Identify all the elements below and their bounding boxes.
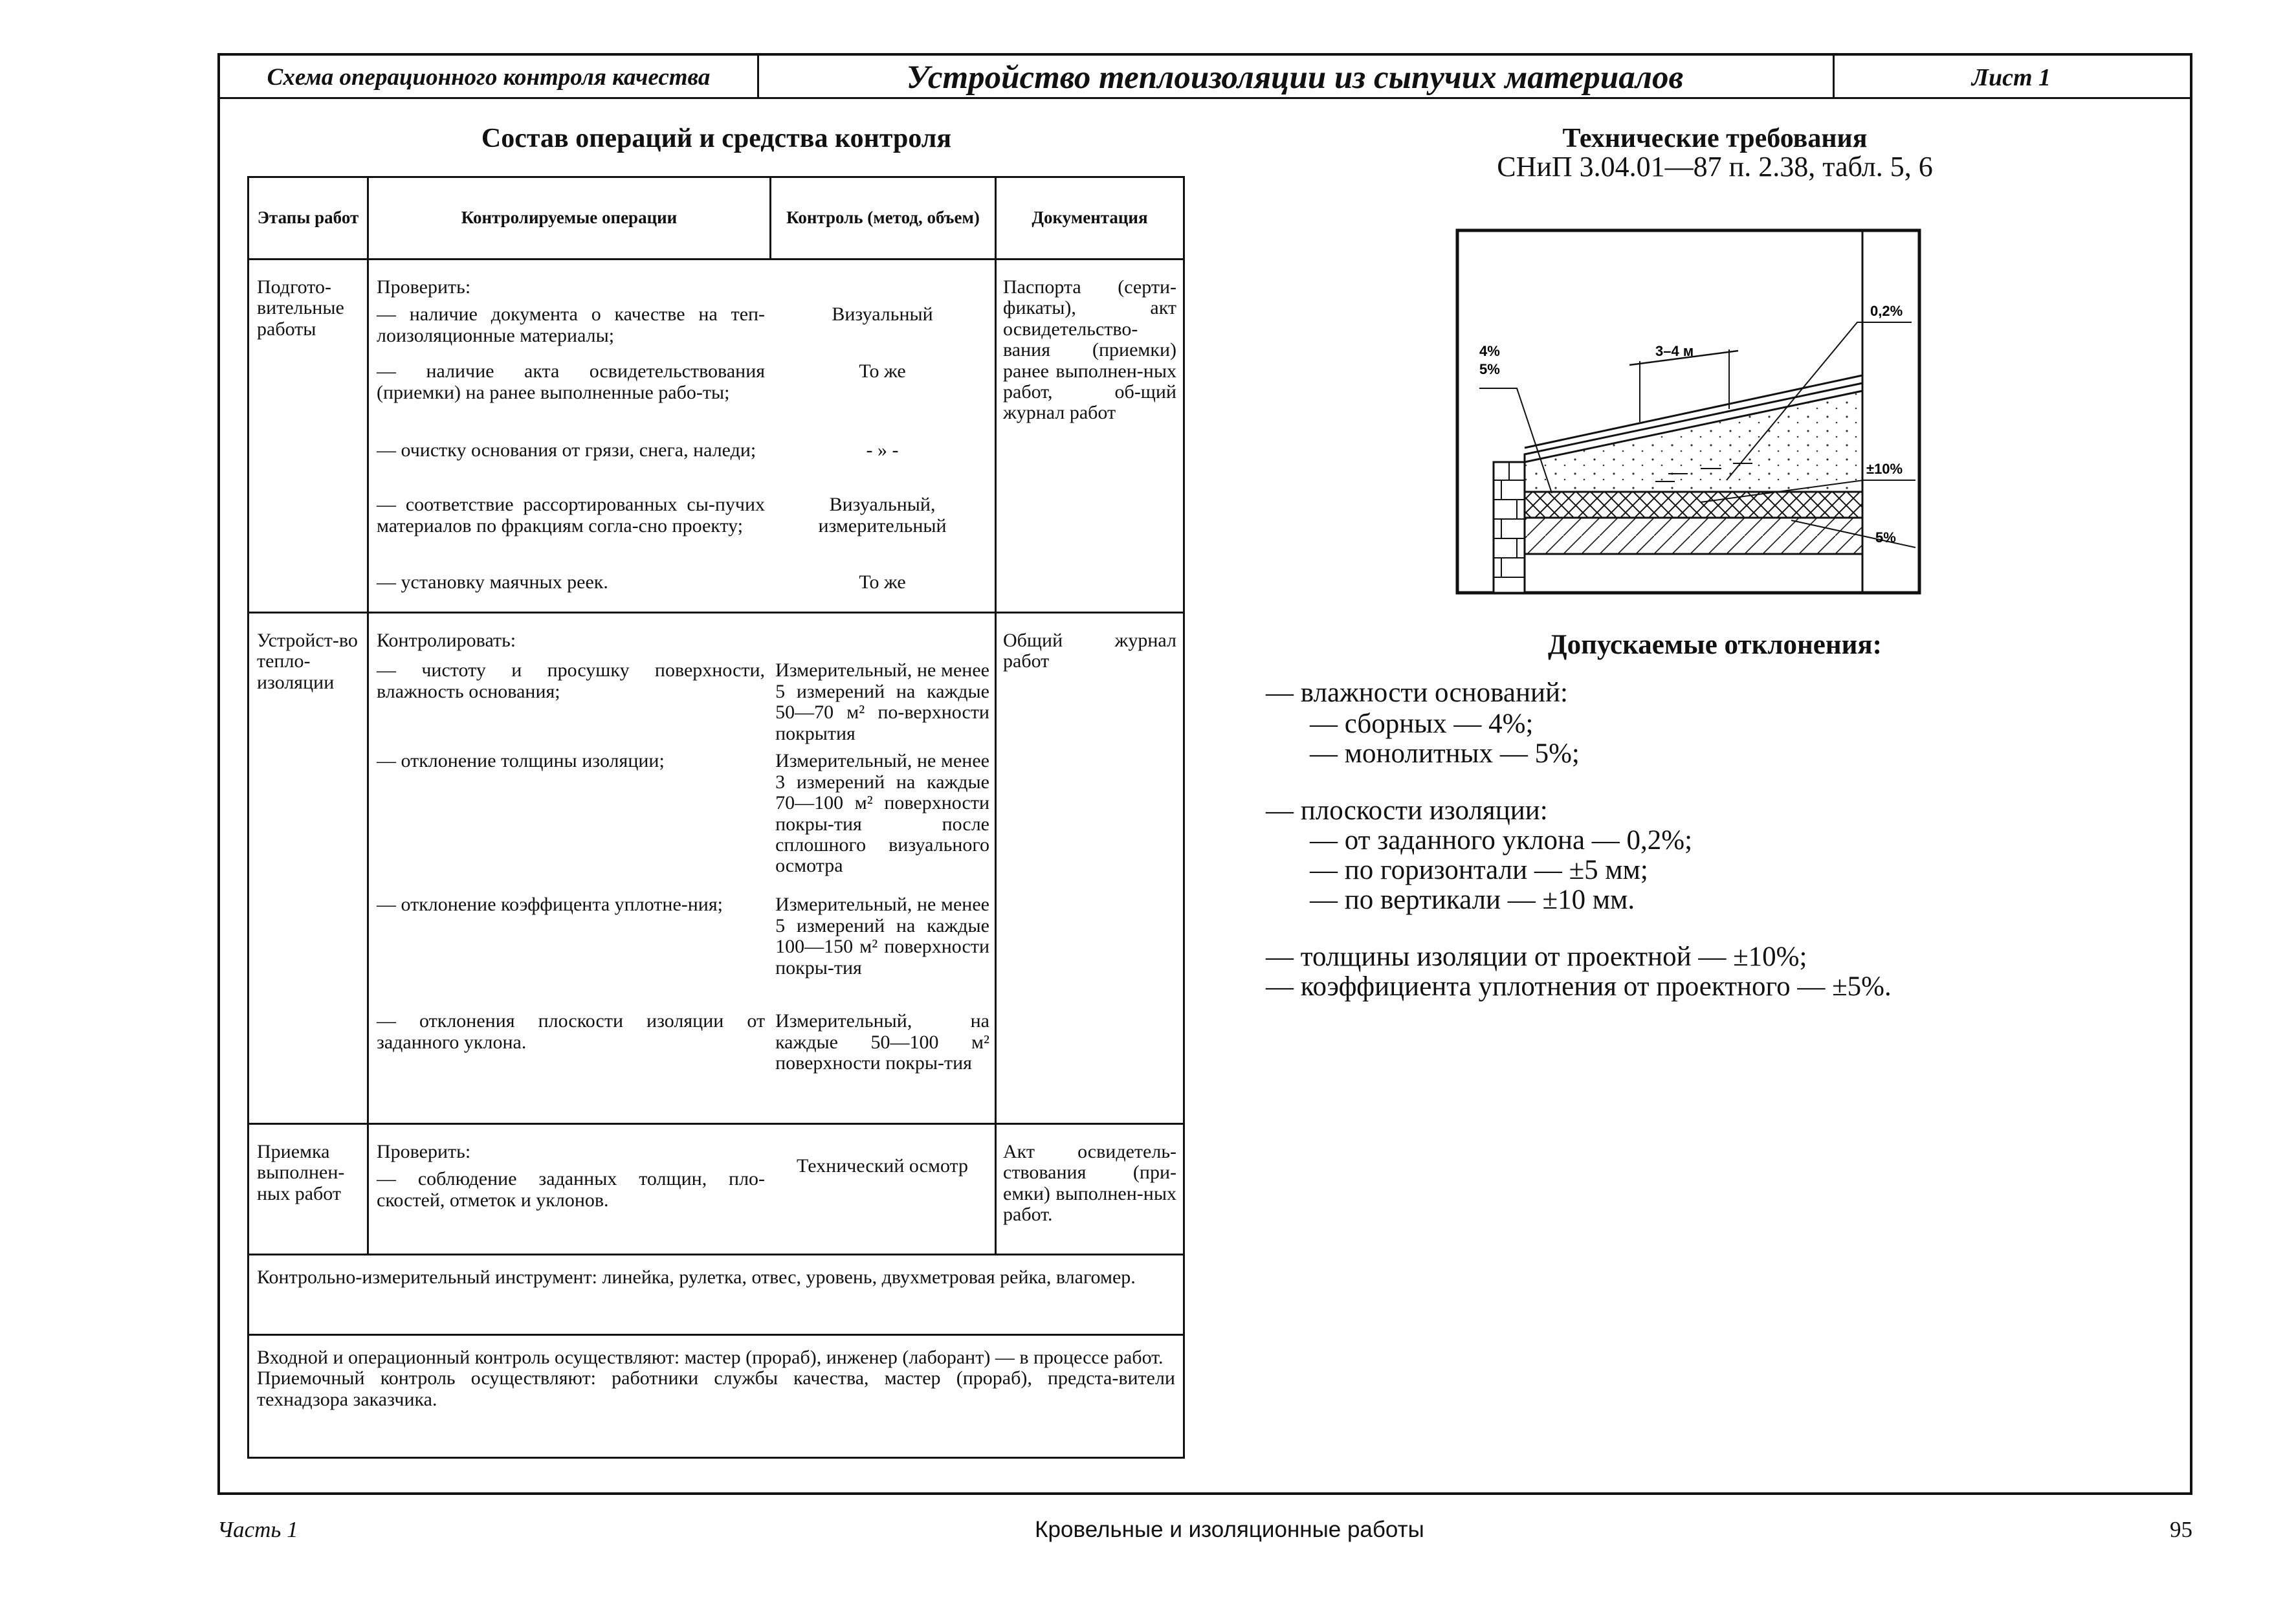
op-pair <box>369 494 995 572</box>
operation-text: — отклонение толщины изоляции; <box>377 750 665 772</box>
label-5-percent-moisture: 5% <box>1479 361 1500 377</box>
operation-text: — наличие акта освидетельствования (приемки) на ранее выполненные рабо-ты; <box>377 360 766 403</box>
deviation-item: — по горизонтали — ±5 мм; <box>1310 855 1648 885</box>
control-note-acceptance: Приемочный контроль осуществляют: работники службы качества, мастер (прораб), предста-вители технадзора заказчика. <box>257 1367 1175 1410</box>
deviation-item: — влажности оснований: <box>1266 678 1568 708</box>
base-slab <box>1525 518 1862 554</box>
operation-text: — отклонение коэффицента уплотне-ния; <box>377 894 723 916</box>
deviations-title: Допускаемые отклонения: <box>1548 630 1882 660</box>
op-pair <box>369 894 995 1011</box>
ops-control-cell <box>368 613 996 1124</box>
deviation-item: — толщины изоляции от проектной — ±10%; <box>1266 942 1807 972</box>
label-thickness: ±10% <box>1866 461 1903 477</box>
op-pair <box>369 361 995 440</box>
insulation-layer <box>1525 492 1862 518</box>
op-pair <box>369 1011 995 1074</box>
header-stages: Этапы работ <box>248 177 368 260</box>
documentation-cell: Акт освидетель-ствования (при-емки) выполнен-ных работ. <box>996 1124 1184 1255</box>
requirements-title: Технические требования <box>1562 124 1868 153</box>
header-sheet-number: Лист 1 <box>1971 63 2051 91</box>
deviation-item: — плоскости изоляции: <box>1266 795 1548 826</box>
label-slope: 0,2% <box>1870 303 1903 319</box>
control-text: То же <box>859 360 906 382</box>
header-scheme-label: Схема операционного контроля качества <box>220 56 759 99</box>
table-row <box>248 1335 1184 1458</box>
header-title: Устройство теплоизоляции из сыпучих материалов <box>757 56 1835 99</box>
deviation-item: — монолитных — 5%; <box>1310 738 1580 769</box>
control-text: - » - <box>866 439 899 461</box>
label-4-percent: 4% <box>1479 343 1500 359</box>
operation-text: — соответствие рассортированных сы-пучих материалов по фракциям согла-сно проекту; <box>377 494 766 536</box>
documentation-cell: Общий журнал работ <box>996 613 1184 1124</box>
stage-intro: Контролировать: <box>377 630 516 651</box>
control-text: Технический осмотр <box>797 1155 969 1177</box>
ops-control-cell <box>368 1124 996 1255</box>
header-documentation: Документация <box>996 177 1184 260</box>
op-pair <box>369 304 995 361</box>
page-number: 95 <box>2170 1517 2192 1542</box>
table-row <box>248 1255 1184 1335</box>
operation-text: — установку маячных реек. <box>377 571 608 593</box>
stage-intro: Проверить: <box>377 1141 471 1162</box>
label-compaction: 5% <box>1875 529 1896 546</box>
control-text: Измерительный, не менее 5 измерений на каждые 50—70 м² по-верхности покрытия <box>775 659 989 744</box>
control-note-input: Входной и операционный контроль осуществляют: мастер (прораб), инженер (лаборант) — в процессе работ. <box>257 1347 1164 1368</box>
operation-text: — отклонения плоскости изоляции от заданного уклона. <box>377 1010 766 1053</box>
op-pair <box>369 440 995 494</box>
loose-fill-layer <box>1525 390 1862 492</box>
stage-intro: Проверить: <box>377 276 471 298</box>
stage-cell: Приемка выполнен-ных работ <box>248 1124 368 1255</box>
instruments-note: Контрольно-измерительный инструмент: линейка, рулетка, отвес, уровень, двухметровая рейка, влагомер. <box>248 1255 1184 1335</box>
stage-cell: Устройст-во тепло-изоляции <box>248 613 368 1124</box>
control-text: Визуальный, измерительный <box>818 494 947 536</box>
control-text: То же <box>859 571 906 593</box>
roof-insulation-diagram <box>1455 228 1922 595</box>
stage-cell: Подгото-вительные работы <box>248 260 368 613</box>
requirements-reference: СНиП 3.04.01—87 п. 2.38, табл. 5, 6 <box>1497 151 1933 182</box>
header-control: Контроль (метод, объем) <box>771 177 996 260</box>
table-row <box>248 613 1184 1124</box>
diagram-svg <box>1455 228 1922 595</box>
control-text: Измерительный, не менее 5 измерений на каждые 100—150 м² поверхности покры-тия <box>775 894 989 978</box>
ops-control-cell <box>368 260 996 613</box>
footer-part: Часть 1 <box>217 1517 298 1542</box>
deviation-item: — по вертикали — ±10 мм. <box>1310 885 1635 915</box>
control-note <box>248 1335 1184 1458</box>
span-label: 3–4 м <box>1655 343 1694 359</box>
table-row <box>248 260 1184 613</box>
operation-text: — очистку основания от грязи, снега, наледи; <box>377 439 756 461</box>
brick-wall <box>1494 462 1525 593</box>
table-header-row <box>248 177 1184 260</box>
footer-section: Кровельные и изоляционные работы <box>1035 1517 1424 1542</box>
control-text: Измерительный, не менее 3 измерений на каждые 70—100 м² поверхности покры-тия после сплошного визуального осмотра <box>775 750 989 877</box>
op-pair <box>369 572 995 593</box>
operation-text: — соблюдение заданных толщин, пло-скостей, отметок и уклонов. <box>377 1168 766 1211</box>
deviation-item: — от заданного уклона — 0,2%; <box>1310 825 1693 856</box>
op-pair <box>369 751 995 894</box>
control-text: Визуальный <box>832 304 933 326</box>
table-row <box>248 1124 1184 1255</box>
deviation-item: — сборных — 4%; <box>1310 709 1534 739</box>
deviation-item: — коэффициента уплотнения от проектного — ±5%. <box>1266 971 1892 1002</box>
operation-text: — наличие документа о качестве на теп-лоизоляционные материалы; <box>377 304 766 346</box>
operations-title: Состав операций и средства контроля <box>481 124 952 153</box>
control-text: Измерительный, на каждые 50—100 м² поверхности покры-тия <box>775 1010 989 1074</box>
header-operations: Контролируемые операции <box>368 177 771 260</box>
op-pair <box>369 660 995 751</box>
operation-text: — чистоту и просушку поверхности, влажность основания; <box>377 659 766 702</box>
operations-table <box>247 176 1185 1459</box>
sheet-header <box>220 56 2190 99</box>
op-pair <box>369 1155 995 1211</box>
documentation-cell: Паспорта (серти-фикаты), акт освидетельство-вания (приемки) ранее выполнен-ных работ, об-щий журнал работ <box>996 260 1184 613</box>
